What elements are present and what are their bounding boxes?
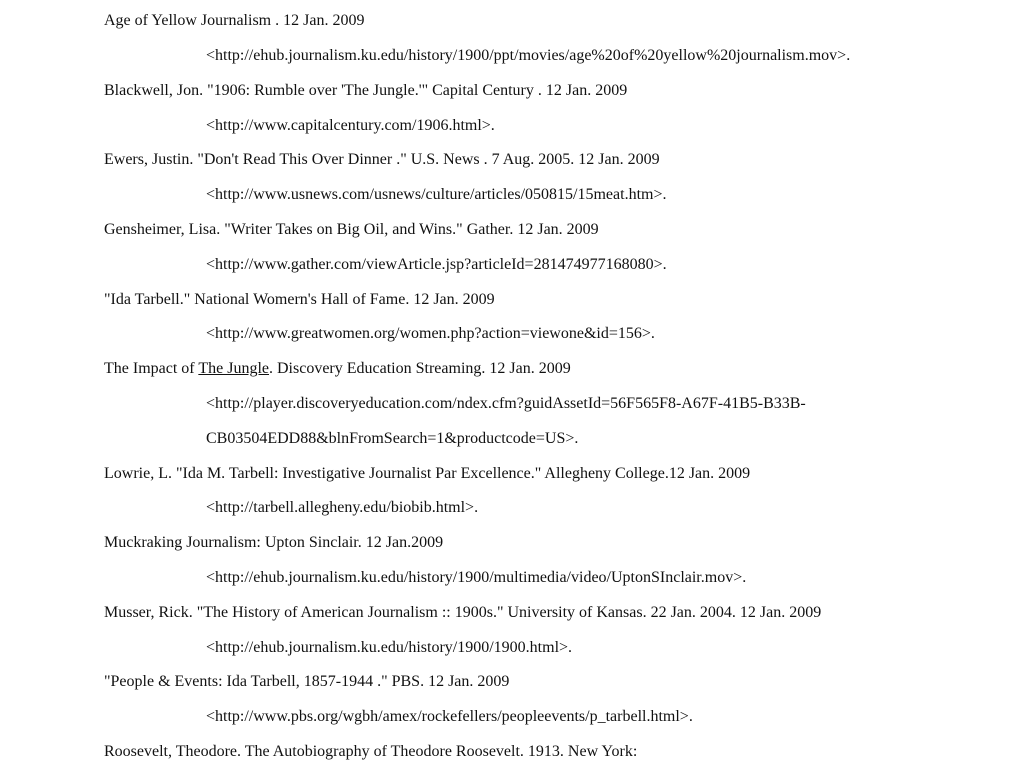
- citation-url: <http://ehub.journalism.ku.edu/history/1900/multimedia/video/UptonSInclair.mov>.: [206, 569, 747, 586]
- citation-url: <http://www.pbs.org/wgbh/amex/rockefellers/peopleevents/p_tarbell.html>.: [206, 708, 693, 725]
- citation-text: The Impact of: [104, 360, 199, 377]
- citation-url: <http://www.gather.com/viewArticle.jsp?articleId=281474977168080>.: [206, 256, 667, 273]
- citation-entry: [104, 351, 571, 386]
- citation-url: <http://ehub.journalism.ku.edu/history/1900/1900.html>.: [206, 639, 573, 656]
- citation-text: . Discovery Education Streaming. 12 Jan. 2009: [269, 360, 571, 377]
- citation-entry: Lowrie, L. "Ida M. Tarbell: Investigative Journalist Par Excellence." Allegheny College.12 Jan. 2009: [104, 465, 751, 482]
- citation-url: <http://player.discoveryeducation.com/ndex.cfm?guidAssetId=56F565F8-A67F-41B5-B33B-: [206, 395, 806, 412]
- citation-entry: Musser, Rick. "The History of American Journalism :: 1900s." University of Kansas. 22 Jan. 2004. 12 Jan. 2009: [104, 604, 822, 621]
- citation-url: <http://www.usnews.com/usnews/culture/articles/050815/15meat.htm>.: [206, 186, 667, 203]
- citation-url: <http://ehub.journalism.ku.edu/history/1900/ppt/movies/age%20of%20yellow%20journalism.mov>.: [206, 47, 851, 64]
- citation-entry: Ewers, Justin. "Don't Read This Over Dinner ." U.S. News . 7 Aug. 2005. 12 Jan. 2009: [104, 151, 660, 168]
- citation-entry: Roosevelt, Theodore. The Autobiography of Theodore Roosevelt. 1913. New York:: [104, 743, 638, 760]
- citation-entry: "People & Events: Ida Tarbell, 1857-1944 ." PBS. 12 Jan. 2009: [104, 673, 510, 690]
- citation-entry: Blackwell, Jon. "1906: Rumble over 'The Jungle.'" Capital Century . 12 Jan. 2009: [104, 82, 628, 99]
- citation-entry: Muckraking Journalism: Upton Sinclair. 12 Jan.2009: [104, 534, 444, 551]
- citation-url: <http://www.capitalcentury.com/1906.html>.: [206, 117, 495, 134]
- citation-entry: Age of Yellow Journalism . 12 Jan. 2009: [104, 12, 365, 29]
- underlined-title: The Jungle: [198, 360, 269, 377]
- citation-url: <http://tarbell.allegheny.edu/biobib.html>.: [206, 499, 479, 516]
- citation-entry: "Ida Tarbell." National Womern's Hall of Fame. 12 Jan. 2009: [104, 291, 495, 308]
- citation-url: <http://www.greatwomen.org/women.php?action=viewone&id=156>.: [206, 325, 655, 342]
- citation-url-continued: CB03504EDD88&blnFromSearch=1&productcode=US>.: [206, 430, 579, 447]
- citation-entry: Gensheimer, Lisa. "Writer Takes on Big Oil, and Wins." Gather. 12 Jan. 2009: [104, 221, 599, 238]
